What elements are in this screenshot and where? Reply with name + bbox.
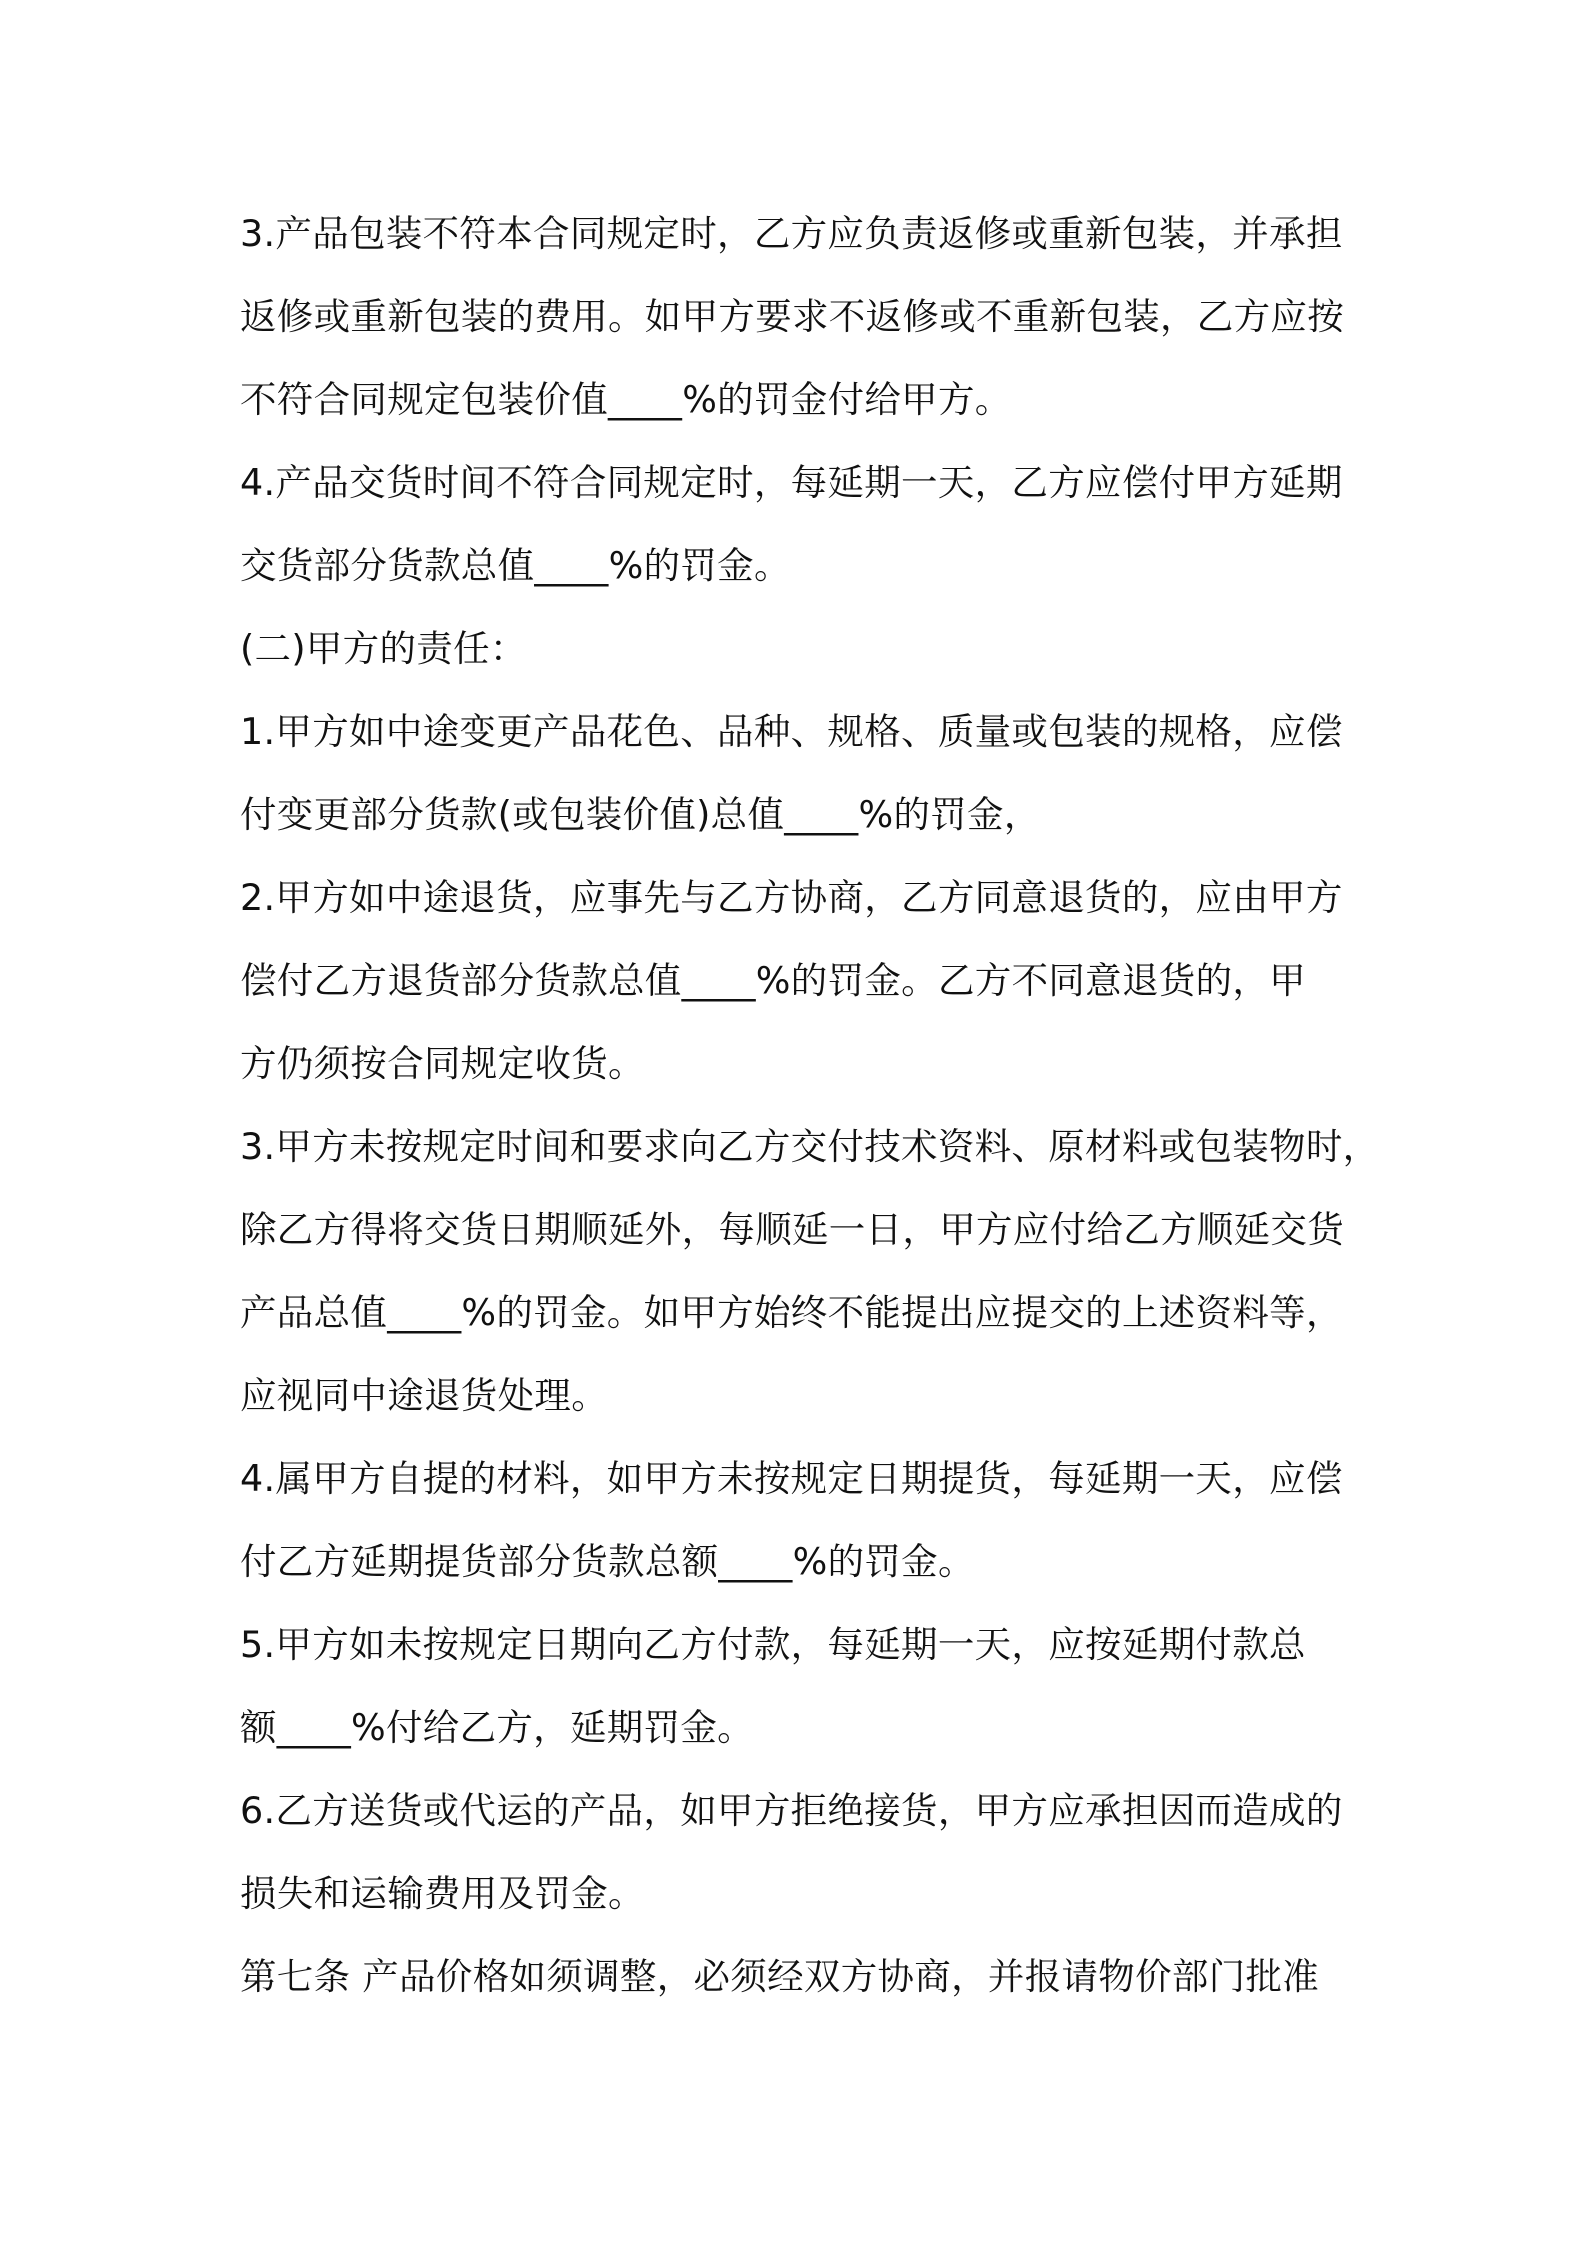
article-heading: 第七条 产品价格如须调整，必须经双方协商，并报请物价部门批准 (240, 1955, 1320, 1998)
text-line: 6.乙方送货或代运的产品，如甲方拒绝接货，甲方应承担因而造成的 (240, 1789, 1343, 1832)
text-line: 2.甲方如中途退货，应事先与乙方协商，乙方同意退货的，应由甲方 (240, 876, 1343, 919)
text-line: 3.甲方未按规定时间和要求向乙方交付技术资料、原材料或包装物时， (240, 1125, 1380, 1168)
text-line: 产品总值____%的罚金。如甲方始终不能提出应提交的上述资料等， (240, 1291, 1343, 1334)
text-line: 偿付乙方退货部分货款总值____%的罚金。乙方不同意退货的，甲 (240, 959, 1306, 1002)
text-line: 方仍须按合同规定收货。 (240, 1042, 645, 1085)
text-line: 4.属甲方自提的材料，如甲方未按规定日期提货，每延期一天，应偿 (240, 1457, 1343, 1500)
text-line: 额____%付给乙方，延期罚金。 (240, 1706, 754, 1749)
text-line: 1.甲方如中途变更产品花色、品种、规格、质量或包装的规格，应偿 (240, 710, 1343, 753)
text-line: 3.产品包装不符本合同规定时，乙方应负责返修或重新包装，并承担 (240, 212, 1343, 255)
text-line: 付变更部分货款(或包装价值)总值____%的罚金， (240, 793, 1041, 836)
text-line: 应视同中途退货处理。 (240, 1374, 608, 1417)
text-line: 除乙方得将交货日期顺延外，每顺延一日，甲方应付给乙方顺延交货 (240, 1208, 1344, 1251)
text-line: 付乙方延期提货部分货款总额____%的罚金。 (240, 1540, 975, 1583)
text-line: 交货部分货款总值____%的罚金。 (240, 544, 791, 587)
contract-text (240, 192, 1380, 2018)
text-line: 返修或重新包装的费用。如甲方要求不返修或不重新包装，乙方应按 (240, 295, 1344, 338)
text-line: 5.甲方如未按规定日期向乙方付款，每延期一天，应按延期付款总 (240, 1623, 1306, 1666)
text-line: 不符合同规定包装价值____%的罚金付给甲方。 (240, 378, 1012, 421)
text-line: 4.产品交货时间不符合同规定时，每延期一天，乙方应偿付甲方延期 (240, 461, 1343, 504)
text-line: 损失和运输费用及罚金。 (240, 1872, 645, 1915)
section-heading: (二)甲方的责任： (240, 627, 527, 670)
